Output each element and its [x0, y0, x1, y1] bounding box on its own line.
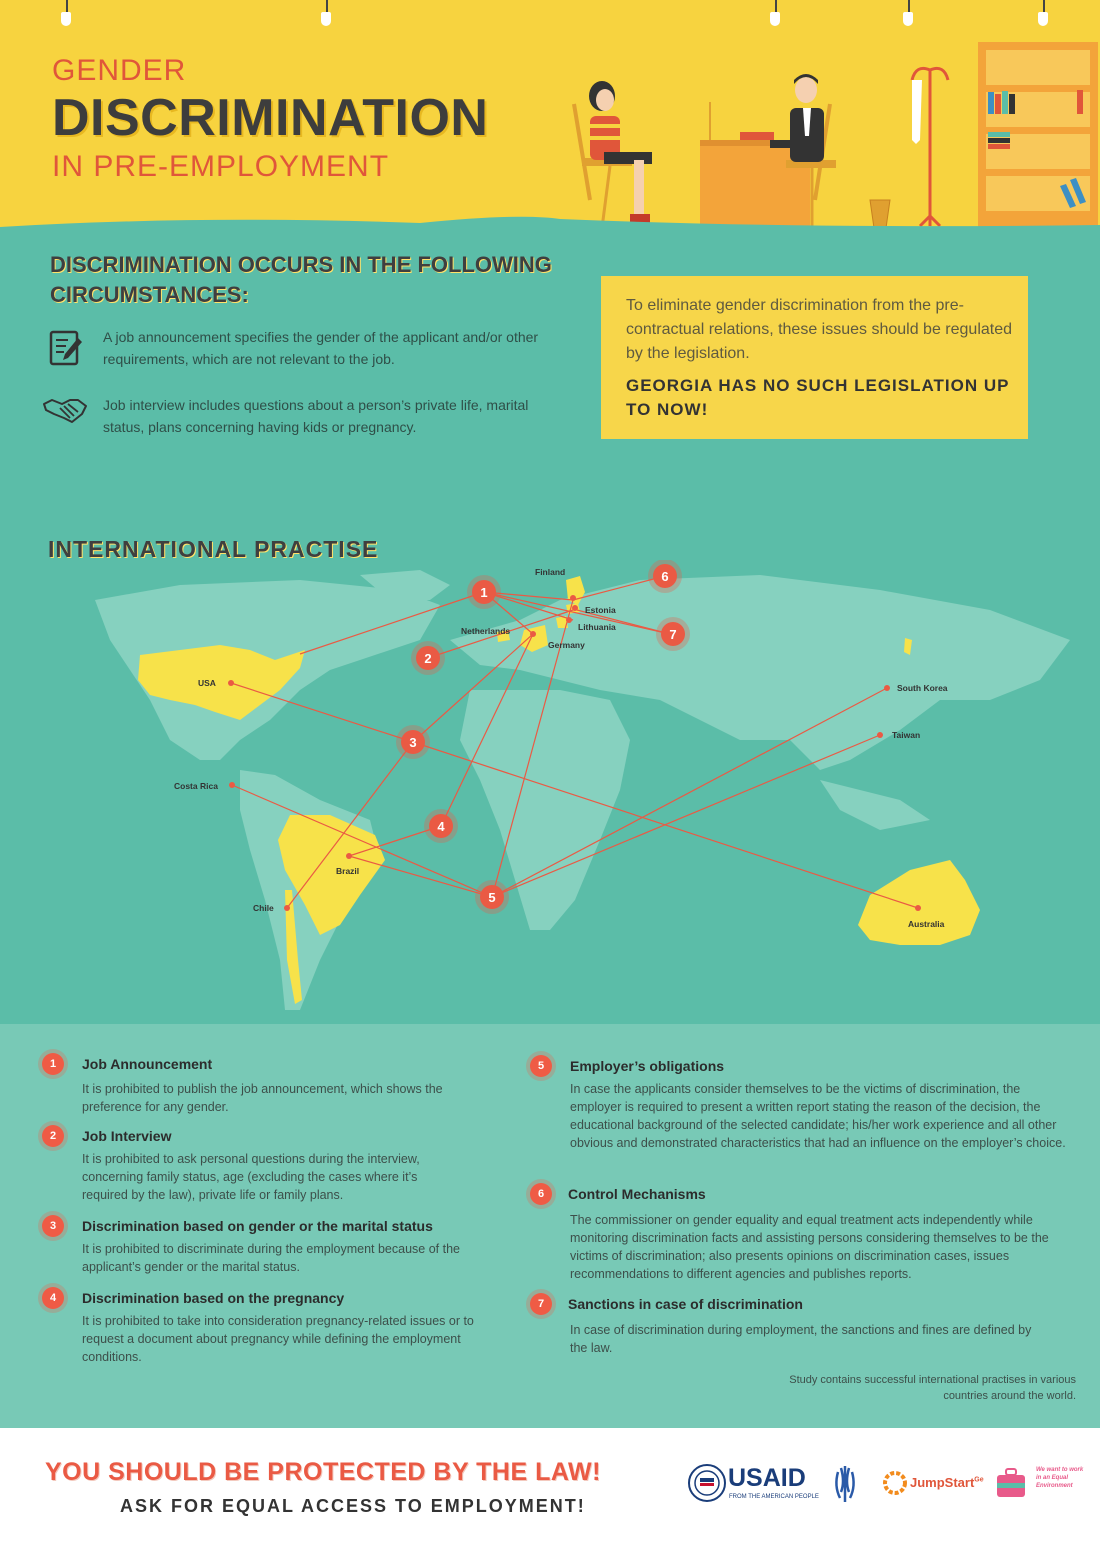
map-marker-1: 1 — [480, 585, 488, 600]
legend-title-2: Job Interview — [82, 1128, 172, 1144]
page-title: DISCRIMINATION — [52, 89, 489, 147]
legend-text-7: In case of discrimination during employment, the sanctions and fines are defined by the law. — [570, 1323, 1032, 1355]
legend-title-1: Job Announcement — [82, 1056, 213, 1072]
legislation-emphasis: GEORGIA HAS NO SUCH LEGISLATION UP TO NOW! — [626, 376, 1010, 419]
legislation-text: To eliminate gender discrimination from the pre-contractual relations, these issues should be regulated by the legislation. — [626, 297, 1013, 362]
jumpstart-logo-text — [910, 1475, 984, 1490]
map-marker-7: 7 — [669, 627, 677, 642]
map-marker-5: 5 — [488, 890, 496, 905]
document-pen-icon — [48, 328, 84, 368]
bookshelf-icon — [978, 42, 1098, 228]
wave-divider — [0, 205, 1100, 245]
country-label-estonia: Estonia — [585, 605, 616, 615]
legend-number-4: 4 — [42, 1287, 64, 1309]
international-heading: INTERNATIONAL PRACTISE — [48, 536, 379, 562]
country-label-south-korea: South Korea — [897, 683, 948, 693]
usaid-tagline: FROM THE AMERICAN PEOPLE — [729, 1494, 819, 1500]
country-label-usa: USA — [198, 678, 216, 688]
legend-number-2: 2 — [42, 1125, 64, 1147]
country-label-costa-rica: Costa Rica — [174, 781, 218, 791]
legend-number-7: 7 — [530, 1293, 552, 1315]
legend-number-6: 6 — [530, 1183, 552, 1205]
legend-text-2: It is prohibited to ask personal questions during the interview, concerning family status, age (excluding the cases where it’s required by the law), private life or family plans. — [82, 1152, 420, 1202]
map-marker-4: 4 — [437, 819, 445, 834]
circumstances-heading: DISCRIMINATION OCCURS IN THE FOLLOWING CIRCUMSTANCES: — [50, 252, 552, 307]
country-label-lithuania: Lithuania — [578, 622, 616, 632]
country-label-germany: Germany — [548, 640, 585, 650]
title-line1: GENDER — [52, 54, 187, 87]
circumstance-announcement-text: A job announcement specifies the gender of the applicant and/or other requirements, which are not relevant to the job. — [103, 329, 539, 367]
legend-text-5: In case the applicants consider themselves to be the victims of discrimination, the employer is required to present a written report stating the reason of the decision, the educational background of the selected candidate; his/her work experience and all other obvious and demonstrated characteristics that had an influence on the employer’s choice. — [570, 1082, 1066, 1150]
legend-number-3: 3 — [42, 1215, 64, 1237]
legend-number-5: 5 — [530, 1055, 552, 1077]
legend-title-4: Discrimination based on the pregnancy — [82, 1290, 345, 1306]
map-marker-3: 3 — [409, 735, 417, 750]
legend-text-3: It is prohibited to discriminate during the employment because of the applicant’s gender or the marital status. — [82, 1242, 460, 1274]
legend-title-6: Control Mechanisms — [568, 1186, 706, 1202]
country-label-finland: Finland — [535, 567, 566, 577]
legend-text-4: It is prohibited to take into consideration pregnancy-related issues or to request a document about pregnancy while defining the employment conditions. — [82, 1314, 474, 1364]
briefcase-icon — [995, 1466, 1027, 1500]
office-interview-illustration — [560, 40, 1100, 228]
country-label-netherlands: Netherlands — [461, 626, 511, 636]
country-label-brazil: Brazil — [336, 866, 360, 876]
footer — [0, 1428, 1100, 1555]
map-marker-2: 2 — [424, 651, 432, 666]
legend-title-3: Discrimination based on gender or the marital status — [82, 1218, 433, 1234]
equal-environment-logo-text: We want to work in an Equal Environment — [1036, 1467, 1084, 1489]
jumpstart-suffix: Ge — [974, 1476, 984, 1484]
handshake-icon — [42, 394, 88, 426]
jumpstart-name: JumpStart — [910, 1475, 975, 1490]
country-label-taiwan: Taiwan — [892, 730, 921, 740]
country-label-australia: Australia — [908, 919, 945, 929]
jumpstart-logo-icon — [882, 1470, 908, 1496]
circumstance-interview-text: Job interview includes questions about a person’s private life, marital status, plans concerning having kids or pregnancy. — [103, 397, 529, 435]
study-note: Study contains successful international practises in various countries around the world. — [789, 1374, 1076, 1402]
legend-text-1: It is prohibited to publish the job announcement, which shows the preference for any gender. — [82, 1082, 443, 1114]
usaid-logo-text: USAID — [728, 1464, 806, 1492]
legend-text-6: The commissioner on gender equality and equal treatment acts independently while monitoring discrimination facts and assisting persons considering themselves to be the victims of discrimination; also presents opinions on discrimination cases, issues recommendations to different agencies and publishes reports. — [570, 1213, 1049, 1281]
usaid-seal-icon — [688, 1464, 726, 1502]
organization-emblem-icon — [830, 1462, 860, 1506]
legend-title-7: Sanctions in case of discrimination — [568, 1296, 803, 1312]
header-banner — [0, 0, 1100, 228]
legend-title-5: Employer’s obligations — [570, 1058, 725, 1074]
cta-equal-access: ASK FOR EQUAL ACCESS TO EMPLOYMENT! — [120, 1496, 586, 1516]
legend-number-1: 1 — [42, 1053, 64, 1075]
title-line3: IN PRE-EMPLOYMENT — [52, 150, 390, 183]
world-map — [0, 560, 1100, 1030]
cta-protected-by-law: YOU SHOULD BE PROTECTED BY THE LAW! — [45, 1458, 601, 1486]
country-label-chile: Chile — [253, 903, 274, 913]
map-marker-6: 6 — [661, 569, 669, 584]
